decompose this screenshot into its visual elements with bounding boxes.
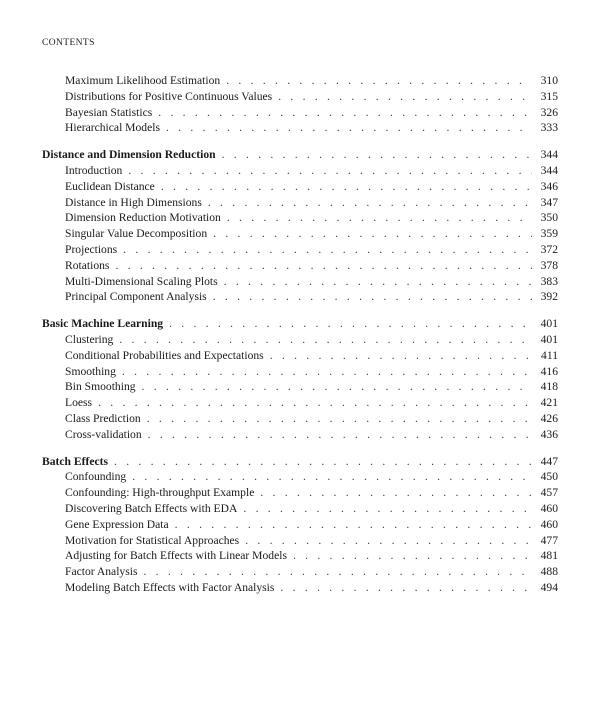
toc-entry-title: Class Prediction <box>65 411 141 425</box>
toc-entry[interactable] <box>42 163 558 179</box>
toc-entry-page: 350 <box>540 211 558 225</box>
dot-leader <box>222 147 532 163</box>
toc-chapter-title: Basic Machine Learning <box>42 317 164 331</box>
toc-entry[interactable] <box>42 258 558 274</box>
toc-entry[interactable] <box>42 501 558 517</box>
dot-leader <box>280 580 532 596</box>
dot-leader <box>122 364 532 380</box>
toc-entry[interactable] <box>42 242 558 258</box>
toc-entry-page: 383 <box>540 274 558 288</box>
dot-leader <box>169 316 532 332</box>
dot-leader <box>293 548 532 564</box>
toc-entry-title: Distance in High Dimensions <box>65 195 202 209</box>
toc-entry-page: 326 <box>540 105 558 119</box>
toc-entry[interactable] <box>42 533 558 549</box>
toc-entry-page: 460 <box>540 501 558 515</box>
toc-entry-title: Introduction <box>65 163 123 177</box>
toc-entry[interactable] <box>42 548 558 564</box>
toc-entry-title: Modeling Batch Effects with Factor Analysis <box>65 580 275 594</box>
toc-entry-page: 411 <box>541 348 558 362</box>
toc-chapter-continued <box>42 73 558 136</box>
toc-entry[interactable] <box>42 289 558 305</box>
dot-leader <box>270 348 532 364</box>
toc-entry[interactable] <box>42 485 558 501</box>
toc-entry-title: Factor Analysis <box>65 565 138 579</box>
dot-leader <box>224 274 532 290</box>
dot-leader <box>119 332 532 348</box>
toc-entry[interactable] <box>42 226 558 242</box>
toc-entry-page: 418 <box>540 380 558 394</box>
toc-entry-page: 488 <box>540 565 558 579</box>
dot-leader <box>213 226 532 242</box>
toc-entry[interactable] <box>42 332 558 348</box>
toc-entry-page: 450 <box>540 470 558 484</box>
dot-leader <box>227 210 532 226</box>
dot-leader <box>213 289 532 305</box>
toc-chapter-page: 401 <box>540 317 558 331</box>
dot-leader <box>142 379 532 395</box>
dot-leader <box>161 179 532 195</box>
running-head: CONTENTS <box>42 38 95 48</box>
dot-leader <box>226 73 532 89</box>
toc-entry-title: Bayesian Statistics <box>65 105 153 119</box>
toc-entry-title: Distributions for Positive Continuous Values <box>65 89 273 103</box>
dot-leader <box>115 258 532 274</box>
toc-entry-page: 378 <box>540 258 558 272</box>
toc-entry[interactable] <box>42 120 558 136</box>
toc-entry[interactable] <box>42 580 558 596</box>
toc-entry-title: Confounding: High-throughput Example <box>65 486 255 500</box>
toc-entry-page: 457 <box>540 486 558 500</box>
toc-entry-page: 344 <box>540 163 558 177</box>
toc-entry-title: Loess <box>65 396 93 410</box>
toc-entry-page: 359 <box>540 227 558 241</box>
toc-entry-page: 436 <box>540 427 558 441</box>
toc-entry[interactable] <box>42 411 558 427</box>
dot-leader <box>260 485 532 501</box>
dot-leader <box>123 242 532 258</box>
dot-leader <box>114 454 532 470</box>
toc-chapter-page: 447 <box>540 454 558 468</box>
toc-entry-title: Cross-validation <box>65 427 142 441</box>
toc-entry[interactable] <box>42 195 558 211</box>
toc-entry-title: Euclidean Distance <box>65 179 155 193</box>
toc-entry-title: Multi-Dimensional Scaling Plots <box>65 274 218 288</box>
toc-entry[interactable] <box>42 469 558 485</box>
toc-entry[interactable] <box>42 89 558 105</box>
toc-chapter-batch-effects <box>42 454 558 596</box>
toc-entry-title: Principal Component Analysis <box>65 290 207 304</box>
toc-entry-page: 333 <box>540 121 558 135</box>
table-of-contents <box>42 73 558 596</box>
toc-chapter-distance-and-dimension-reduction <box>42 147 558 305</box>
dot-leader <box>147 411 532 427</box>
toc-entry[interactable] <box>42 348 558 364</box>
toc-entry-title: Clustering <box>65 332 114 346</box>
toc-entry-page: 315 <box>540 89 558 103</box>
toc-entry[interactable] <box>42 517 558 533</box>
toc-entry-page: 347 <box>540 195 558 209</box>
dot-leader <box>148 427 532 443</box>
dot-leader <box>208 195 532 211</box>
toc-entry-title: Hierarchical Models <box>65 121 160 135</box>
toc-entry[interactable] <box>42 564 558 580</box>
dot-leader <box>278 89 532 105</box>
toc-entry-title: Confounding <box>65 470 127 484</box>
toc-entry-title: Motivation for Statistical Approaches <box>65 533 240 547</box>
toc-entry[interactable] <box>42 364 558 380</box>
toc-chapter-heading[interactable] <box>42 316 558 332</box>
dot-leader <box>245 533 532 549</box>
toc-entry-title: Rotations <box>65 258 110 272</box>
toc-chapter-heading[interactable] <box>42 147 558 163</box>
toc-entry[interactable] <box>42 427 558 443</box>
toc-entry-page: 426 <box>540 411 558 425</box>
toc-entry-title: Dimension Reduction Motivation <box>65 211 221 225</box>
toc-entry-page: 416 <box>540 364 558 378</box>
dot-leader <box>98 395 532 411</box>
toc-entry-page: 460 <box>540 517 558 531</box>
toc-entry-page: 392 <box>540 290 558 304</box>
toc-entry-title: Projections <box>65 242 118 256</box>
toc-chapter-page: 344 <box>540 148 558 162</box>
toc-chapter-title: Batch Effects <box>42 454 109 468</box>
toc-entry-page: 421 <box>540 396 558 410</box>
toc-entry-title: Adjusting for Batch Effects with Linear Models <box>65 549 287 563</box>
toc-entry-title: Maximum Likelihood Estimation <box>65 74 221 87</box>
toc-entry-page: 346 <box>540 179 558 193</box>
toc-entry[interactable] <box>42 73 558 89</box>
toc-entry[interactable] <box>42 105 558 121</box>
dot-leader <box>158 105 532 121</box>
dot-leader <box>128 163 532 179</box>
toc-entry-page: 494 <box>540 580 558 594</box>
toc-entry-title: Conditional Probabilities and Expectations <box>65 348 264 362</box>
dot-leader <box>143 564 532 580</box>
toc-entry-title: Discovering Batch Effects with EDA <box>65 501 238 515</box>
toc-entry-page: 401 <box>540 332 558 346</box>
dot-leader <box>132 469 532 485</box>
toc-entry-page: 372 <box>540 242 558 256</box>
toc-entry[interactable] <box>42 179 558 195</box>
toc-entry-title: Bin Smoothing <box>65 380 136 394</box>
toc-entry[interactable] <box>42 379 558 395</box>
toc-entry[interactable] <box>42 274 558 290</box>
dot-leader <box>175 517 532 533</box>
toc-entry-title: Singular Value Decomposition <box>65 227 208 241</box>
dot-leader <box>243 501 532 517</box>
toc-entry[interactable] <box>42 210 558 226</box>
toc-entry[interactable] <box>42 395 558 411</box>
toc-chapter-title: Distance and Dimension Reduction <box>42 148 216 162</box>
toc-chapter-heading[interactable] <box>42 454 558 470</box>
toc-entry-title: Smoothing <box>65 364 116 378</box>
toc-entry-title: Gene Expression Data <box>65 517 169 531</box>
toc-entry-page: 477 <box>540 533 558 547</box>
toc-entry-page: 310 <box>540 74 558 87</box>
dot-leader <box>166 120 532 136</box>
toc-chapter-basic-machine-learning <box>42 316 558 442</box>
toc-entry-page: 481 <box>540 549 558 563</box>
